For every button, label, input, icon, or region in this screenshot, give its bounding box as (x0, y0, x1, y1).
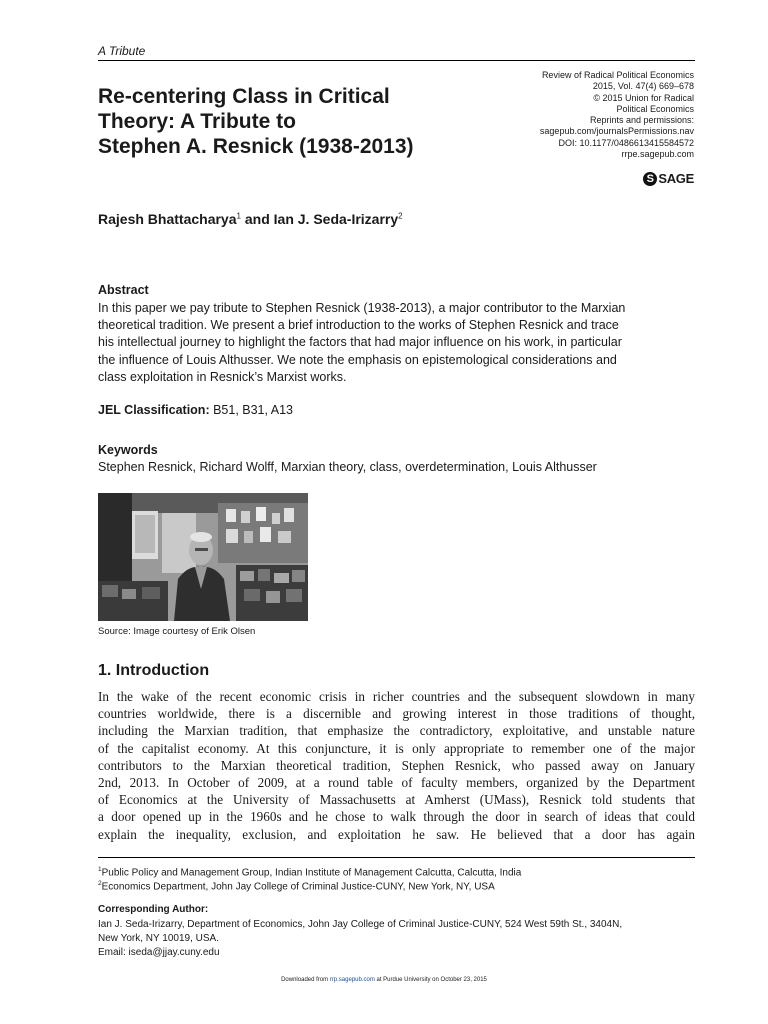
author-name: Rajesh Bhattacharya (98, 211, 237, 227)
keywords-heading: Keywords (98, 443, 158, 457)
article-title (98, 84, 498, 159)
abstract-heading: Abstract (98, 283, 149, 297)
jel-classification (98, 403, 293, 417)
body-line: contributors to the Marxian theoretical tradition, Stephen Resnick, who passed away on January (98, 757, 695, 773)
sage-wordmark: SAGE (658, 171, 694, 186)
corresponding-author-heading: Corresponding Author: (98, 904, 209, 915)
corresponding-city: New York, NY 10019, USA. (98, 933, 219, 945)
introduction-body (98, 688, 695, 843)
author-line (98, 211, 403, 227)
body-line: including the Marxian tradition, that emphasize the contradictory, exploitative, and unstable nature (98, 723, 695, 739)
author-joiner: and (240, 211, 274, 227)
header-rule (98, 60, 695, 61)
affiliation-marker: 2 (398, 211, 403, 221)
footnote-marker: 1 (98, 866, 102, 873)
footnote-rule (98, 857, 695, 858)
sage-logo (643, 171, 694, 186)
corresponding-author-details (98, 918, 622, 961)
footnote-text: Economics Department, John Jay College of Criminal Justice-CUNY, New York, NY, USA (101, 881, 495, 893)
body-line: a door opened up in the 1960s and he chose to walk through the door in search of ideas that could (98, 809, 695, 825)
download-suffix: at Purdue University on October 23, 2015 (374, 977, 487, 983)
download-notice (0, 977, 768, 983)
title-line: Stephen A. Resnick (1938-2013) (98, 135, 414, 158)
jel-codes: B51, B31, A13 (209, 403, 294, 417)
journal-permissions-link[interactable]: sagepub.com/journalsPermissions.nav (539, 126, 694, 137)
portrait-photo-image (98, 493, 308, 621)
journal-copyright: © 2015 Union for Radical (593, 92, 694, 103)
corresponding-email[interactable]: Email: iseda@jjay.cuny.edu (98, 947, 220, 959)
body-line: of the capitalist economy. At this conjuncture, it is only appropriate to remember one of the major (98, 740, 695, 756)
photo-caption: Source: Image courtesy of Erik Olsen (98, 626, 256, 637)
affiliation-marker: 1 (236, 211, 241, 221)
body-line: In the wake of the recent economic crisis in richer countries and the subsequent slowdown in many (98, 689, 695, 704)
journal-name: Review of Radical Political Economics (541, 70, 694, 80)
footnote-affiliation-2 (98, 880, 495, 892)
abstract-line: theoretical tradition. We present a brief introduction to the works of Stephen Resnick and trace (98, 318, 619, 333)
abstract-body (98, 300, 695, 386)
title-line: Theory: A Tribute to (98, 110, 296, 133)
abstract-line: his intellectual journey to highlight the factors that had major influence on his work, in particular (98, 335, 622, 350)
introduction-heading: 1. Introduction (98, 662, 210, 679)
abstract-line: the influence of Louis Althusser. We note the emphasis on epistemological considerations and (98, 352, 617, 367)
footnote-affiliation-1 (98, 866, 521, 878)
footnote-text: Public Policy and Management Group, Indian Institute of Management Calcutta, Calcutta, India (101, 867, 522, 879)
footnote-marker: 2 (98, 880, 102, 887)
abstract-line: class exploitation in Resnick’s Marxist works. (98, 369, 347, 384)
keywords-list: Stephen Resnick, Richard Wolff, Marxian theory, class, overdetermination, Louis Althusser (98, 460, 597, 474)
journal-volume: 2015, Vol. 47(4) 669–678 (592, 81, 694, 92)
body-line: of Economics at the University of Massachusetts at Amherst (UMass), Resnick told students that (98, 792, 695, 808)
jel-label: JEL Classification: (98, 403, 210, 417)
author-name: Ian J. Seda-Irizarry (273, 211, 399, 227)
journal-copyright-holder: Political Economics (616, 103, 694, 114)
portrait-photo (98, 493, 308, 621)
body-line: 2nd, 2013. In October of 2009, at a round table of faculty members, organized by the Department (98, 775, 695, 791)
download-prefix: Downloaded from (281, 977, 330, 983)
body-line: countries worldwide, there is a discernible and growing interest in those traditions of thought, (98, 706, 695, 722)
corresponding-address: Ian J. Seda-Irizarry, Department of Economics, John Jay College of Criminal Justice-CUNY, 524 West 59th St., 3404N, (98, 919, 623, 930)
journal-reprints: Reprints and permissions: (589, 115, 694, 126)
body-line: explain the inequality, exclusion, and exploitation he saw. He believed that a door has again (98, 826, 695, 842)
abstract-line: In this paper we pay tribute to Stephen Resnick (1938-2013), a major contributor to the Marxian (98, 301, 626, 315)
sage-s-icon: S (643, 172, 657, 186)
download-link[interactable]: rrp.sagepub.com (329, 977, 375, 983)
journal-info (474, 70, 694, 160)
journal-doi[interactable]: DOI: 10.1177/0486613415584572 (558, 137, 694, 148)
title-line: Re-centering Class in Critical (98, 85, 390, 108)
journal-site-link[interactable]: rrpe.sagepub.com (621, 149, 694, 160)
section-label: A Tribute (98, 44, 146, 58)
